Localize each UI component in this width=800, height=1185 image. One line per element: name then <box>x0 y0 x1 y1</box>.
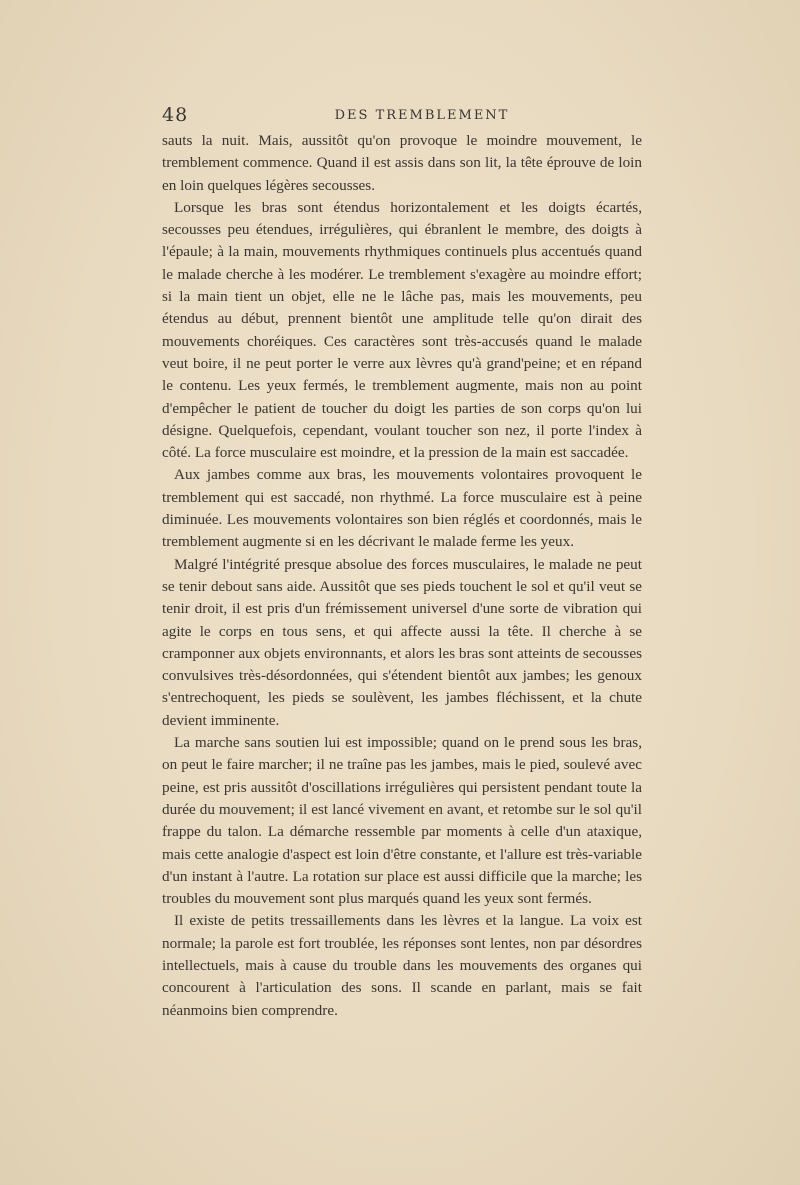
page-number: 48 <box>162 104 189 126</box>
paragraph: Il existe de petits tressaillements dans les lèvres et la langue. La voix est normale; la parole est fort troublée, les réponses sont lentes, non par désordres intellectuels, mais à cause du trouble dans les mouvements des organes qui concourent à l'articulation des sons. Il scande en parlant, mais se fait néanmoins bien comprendre. <box>162 912 642 1019</box>
paragraph: La marche sans soutien lui est impossible; quand on le prend sous les bras, on peut le faire marcher; il ne traîne pas les jambes, mais le pied, soulevé avec peine, est pris aussitôt d'oscillations irrégulières qui persistent pendant toute la durée du mouvement; il est lancé vivement en avant, et retombe sur le sol qu'il frappe du talon. La démarche ressemble par moments à celle d'un ataxique, mais cette analogie d'aspect est loin d'être constante, et l'allure est très-variable d'un instant à l'autre. La rotation sur place est aussi difficile que la marche; les troubles du mouvement sont plus marqués quand les yeux sont fermés. <box>162 734 642 908</box>
paragraph: Malgré l'intégrité presque absolue des forces musculaires, le malade ne peut se tenir debout sans aide. Aussitôt que ses pieds touchent le sol et qu'il veut se tenir droit, il est pris d'un frémissement universel d'une sorte de vibration qui agite le corps en tous sens, et qui affecte aussi la tête. Il cherche à se cramponner aux objets environnants, et alors les bras sont atteints de secousses convulsives très-désordonnées, qui s'étendent bientôt aux jambes; les genoux s'entrechoquent, les pieds se soulèvent, les jambes fléchissent, et la chute devient imminente. <box>162 555 642 729</box>
paragraph: Aux jambes comme aux bras, les mouvements volontaires provoquent le tremblement qui est saccadé, non rhythmé. La force musculaire est à peine diminuée. Les mouvements volontaires son bien réglés et coordonnés, mais le tremblement augmente si en les décrivant le malade ferme les yeux. <box>162 466 642 551</box>
running-title: DES TREMBLEMENT <box>334 108 510 123</box>
page-header <box>162 104 642 128</box>
body-text <box>162 130 642 1022</box>
paragraph: sauts la nuit. Mais, aussitôt qu'on provoque le moindre mouvement, le tremblement commence. Quand il est assis dans son lit, la tête éprouve de loin en loin quelques légères secousses. <box>162 132 642 194</box>
paragraph: Lorsque les bras sont étendus horizontalement et les doigts écartés, secousses peu étendues, irrégulières, qui ébranlent le membre, des doigts à l'épaule; à la main, mouvements rhythmiques continuels plus accentués quand le malade cherche à les modérer. Le tremblement s'exagère au moindre effort; si la main tient un objet, elle ne le lâche pas, mais les mouvements, peu étendus au début, prennent bientôt une amplitude telle qu'on dirait des mouvements choréiques. Ces caractères sont très-accusés quand le malade veut boire, il ne peut porter le verre aux lèvres qu'à grand'peine; et en répand le contenu. Les yeux fermés, le tremblement augmente, mais non au point d'empêcher le patient de toucher du doigt les parties de son corps qu'on lui désigne. Quelquefois, cependant, voulant toucher son nez, il porte l'index à côté. La force musculaire est moindre, et la pression de la main est saccadée. <box>162 198 642 462</box>
